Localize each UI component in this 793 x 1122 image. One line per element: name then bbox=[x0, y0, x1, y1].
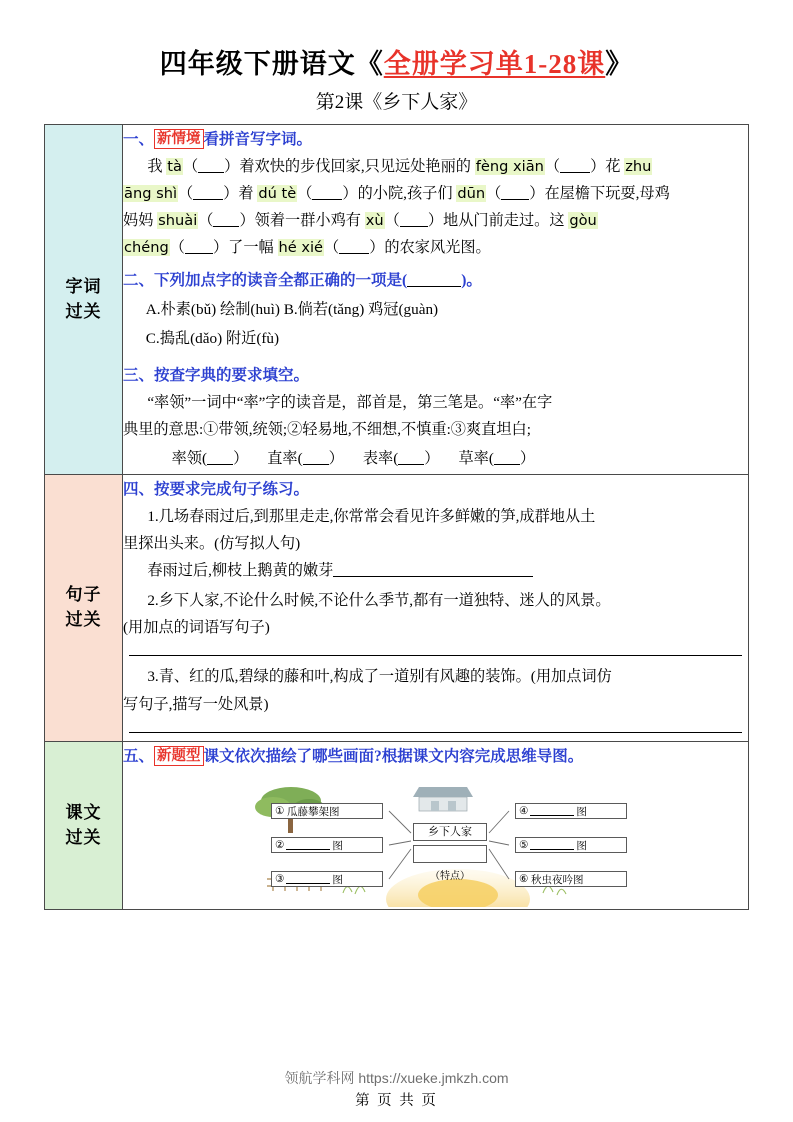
q1-text-f: ）在屋檐下玩耍,母鸡 bbox=[529, 184, 670, 202]
q1-line-3: 妈妈 shuài（ ）领着一群小鸡有 xù（ ）地从门前走过。这 gòu bbox=[123, 211, 597, 229]
q3-fill-2: 直率( ） bbox=[267, 449, 344, 467]
mindmap-right-item-2: ⑤ 图 bbox=[515, 837, 627, 853]
mind-map-canvas bbox=[243, 775, 643, 907]
pinyin-fengxian: fèng xiān bbox=[475, 157, 544, 175]
title-suffix: 》 bbox=[605, 49, 634, 79]
mindmap-right-item-3: ⑥ 秋虫夜吟图 bbox=[515, 871, 627, 887]
watermark: 领航学科网 https://xueke.jmkzh.com bbox=[284, 1070, 509, 1086]
q1-text-e: ）的小院,孩子们 bbox=[342, 184, 453, 202]
q1-text-c: ）花 bbox=[590, 157, 621, 175]
q1-text-h: ）领着一群小鸡有 bbox=[239, 211, 361, 229]
pinyin-dute: dú tè bbox=[258, 184, 297, 202]
pinyin-xu: xù bbox=[365, 211, 384, 229]
q4-item2-line1: 2.乡下人家,不论什么时候,不论什么季节,都有一道独特、迷人的风景。 bbox=[147, 592, 611, 610]
q1-line-2: āng shì（ ）着 dú tè（ ）的小院,孩子们 dūn（ ）在屋檐下玩耍,母鸡 bbox=[124, 184, 670, 202]
q3-fill-row bbox=[172, 444, 748, 474]
q5-head-text: 课文依次描绘了哪些画面?根据课文内容完成思维导图。 bbox=[203, 747, 584, 765]
q3-body-2: 典里的意思:①带领,统领;②轻易地,不细想,不慎重:③爽直坦白; bbox=[123, 420, 531, 438]
row-body-sentence bbox=[123, 475, 749, 742]
answer-line-2 bbox=[129, 732, 742, 733]
worksheet-table bbox=[44, 124, 749, 910]
q1-text-j: ）了一幅 bbox=[212, 238, 274, 256]
pinyin-hexie: hé xié bbox=[278, 238, 324, 256]
row-body-vocab bbox=[123, 125, 749, 475]
answer-line-1 bbox=[129, 655, 742, 656]
q1-text-b: ）着欢快的步伐回家,只见远处艳丽的 bbox=[224, 157, 471, 175]
q4-item3-line2: 写句子,描写一处风景) bbox=[123, 695, 269, 713]
title-prefix: 四年级下册语文《 bbox=[159, 49, 384, 79]
pinyin-zhu: zhu bbox=[625, 157, 652, 175]
q3-fill-4: 草率( ） bbox=[458, 449, 536, 467]
q2-options-line-1: A.朴素(bǔ) 绘制(huì) B.倘若(tǎng) 鸡冠(guàn) bbox=[145, 300, 439, 318]
pinyin-shuai: shuài bbox=[158, 211, 198, 229]
q2-head-tail: )。 bbox=[461, 272, 482, 290]
table-row bbox=[45, 475, 749, 742]
q4-item3-line1: 3.青、红的瓜,碧绿的藤和叶,构成了一道别有风趣的装饰。(用加点词仿 bbox=[147, 668, 612, 686]
question-3-head bbox=[123, 363, 748, 389]
q4-item1-line2: 里探出头来。(仿写拟人句) bbox=[123, 534, 301, 552]
mindmap-center-title: 乡下人家 bbox=[413, 823, 487, 841]
q4-number: 四、 bbox=[123, 481, 155, 499]
question-1-head bbox=[123, 127, 748, 153]
q3-body-1: “率领”一词中“率”字的读音是，部首是，第三笔是。“率”在字 bbox=[147, 393, 553, 411]
question-2-head bbox=[123, 268, 748, 294]
row-body-text bbox=[123, 741, 749, 910]
mind-map bbox=[123, 775, 748, 907]
q1-line-1: 我 tà（ ）着欢快的步伐回家,只见远处艳丽的 fèng xiān（ ）花 zhu bbox=[147, 157, 652, 175]
q4-head-text: 按要求完成句子练习。 bbox=[154, 481, 310, 499]
q1-text-d: ）着 bbox=[223, 184, 254, 202]
mindmap-left-item-3: ③ 图 bbox=[271, 871, 383, 887]
q4-item1-answer: 春雨过后,柳枝上鹅黄的嫩芽 bbox=[123, 558, 748, 584]
mindmap-left-item-1: ① 瓜藤攀架图 bbox=[271, 803, 383, 819]
title-highlight: 全册学习单1-28课 bbox=[383, 49, 606, 79]
q5-number: 五、 bbox=[123, 747, 155, 765]
q1-text-g: 妈妈 bbox=[123, 211, 154, 229]
q3-head-text: 按查字典的要求填空。 bbox=[154, 366, 310, 384]
table-row bbox=[45, 125, 749, 475]
table-row bbox=[45, 741, 749, 910]
q2-head-text: 下列加点字的读音全都正确的一项是( bbox=[154, 272, 408, 290]
q1-text-a: 我 bbox=[147, 157, 163, 175]
q3-fill-3: 表率( ） bbox=[362, 449, 440, 467]
q1-tag: 新情境 bbox=[154, 129, 204, 149]
q2-options-line-2: C.搗乱(dǎo) 附近(fù) bbox=[145, 330, 280, 348]
q1-line-4: chéng（ ）了一幅 hé xié（ ）的农家风光图。 bbox=[124, 238, 491, 256]
q1-text-k: ）的农家风光图。 bbox=[369, 238, 491, 256]
mindmap-center-note: （特点） bbox=[430, 871, 470, 883]
page-title bbox=[44, 42, 749, 81]
q2-number: 二、 bbox=[123, 272, 155, 290]
q4-item2-line2: (用加点的词语写句子) bbox=[123, 619, 270, 637]
pinyin-dun: dūn bbox=[457, 184, 486, 202]
row-label-sentence: 句子 过关 bbox=[45, 475, 123, 742]
page-footer: 第 页 共 页 bbox=[355, 1093, 438, 1109]
lesson-subtitle: 第2课《乡下人家》 bbox=[315, 92, 478, 113]
q3-fill-1: 率领( ） bbox=[171, 449, 249, 467]
pinyin-angshi: āng shì bbox=[124, 184, 178, 202]
pinyin-gou: gòu bbox=[569, 211, 597, 229]
q4-item1-line1: 1.几场春雨过后,到那里走走,你常常会看见许多鲜嫩的笋,成群地从土 bbox=[147, 507, 596, 525]
row-label-vocab: 字词 过关 bbox=[45, 125, 123, 475]
question-5-head bbox=[123, 744, 748, 770]
q3-number: 三、 bbox=[123, 366, 155, 384]
pinyin-ta: tà bbox=[167, 157, 182, 175]
q1-number: 一、 bbox=[123, 131, 155, 148]
row-label-text: 课文 过关 bbox=[45, 741, 123, 910]
q5-tag: 新题型 bbox=[154, 746, 204, 766]
mindmap-left-item-2: ② 图 bbox=[271, 837, 383, 853]
question-4-head bbox=[123, 477, 748, 503]
q1-head-text: 看拼音写字词。 bbox=[203, 131, 313, 148]
q1-text-i: ）地从门前走过。这 bbox=[427, 211, 565, 229]
mindmap-center-blank bbox=[413, 845, 487, 863]
pinyin-cheng: chéng bbox=[124, 238, 169, 256]
mindmap-right-item-1: ④ 图 bbox=[515, 803, 627, 819]
